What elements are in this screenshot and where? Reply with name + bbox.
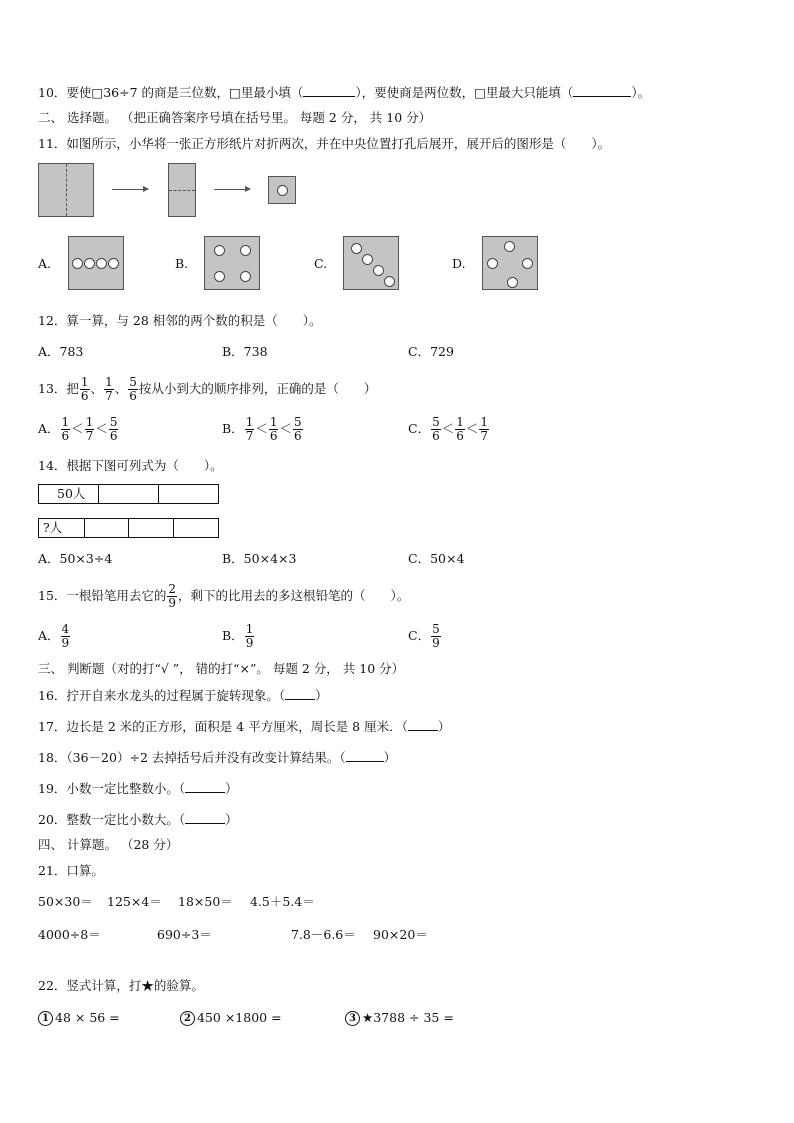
hole — [384, 276, 395, 287]
mental-calc-item[interactable]: 50×30＝ — [38, 894, 93, 909]
separator: 、 — [90, 381, 104, 396]
q10-text-c: ）。 — [631, 85, 651, 100]
hole — [351, 243, 362, 254]
question-17: 17．边长是 2 米的正方形，面积是 4 平方厘米，周长是 8 厘米．（ ） — [38, 719, 451, 734]
hole — [240, 245, 251, 256]
circled-number: 1 — [38, 1011, 53, 1026]
q15-option-c[interactable]: C． $\frac{5}{9}$ — [408, 622, 440, 650]
mental-calc-item[interactable]: 4.5＋5.4＝ — [250, 894, 315, 909]
hole — [504, 241, 515, 252]
answer-blank[interactable] — [303, 84, 355, 97]
question-13 — [38, 371, 376, 407]
option-c-label[interactable]: C. — [314, 256, 328, 271]
separator: 、 — [114, 381, 128, 396]
bar-diagram-bottom — [38, 518, 219, 538]
question-11-text: 11．如图所示，小华将一张正方形纸片对折两次，并在中央位置打孔后展开，展开后的图形是（ ）。 — [38, 136, 611, 151]
hole — [373, 265, 384, 276]
bar-label: ?人 — [39, 519, 85, 537]
answer-blank[interactable] — [408, 718, 438, 731]
hole — [214, 245, 225, 256]
hole — [487, 258, 498, 269]
q13-option-a[interactable]: A． $\frac{1}{6}$ ＜ $\frac{1}{7}$ ＜ $\frac{5}{6}$ — [38, 415, 118, 443]
paper-quarter — [268, 176, 296, 204]
answer-blank[interactable] — [285, 687, 315, 700]
q10-text-a: 10．要使□36÷7 的商是三位数，□里最小填（ — [38, 85, 304, 100]
option-b-figure[interactable] — [204, 236, 260, 290]
question-16: 16．拧开自来水龙头的过程属于旋转现象。（ ） — [38, 688, 328, 703]
q14-option-c[interactable]: C．50×4 — [408, 551, 465, 566]
hole — [96, 258, 107, 269]
circled-number: 3 — [345, 1011, 360, 1026]
q14-option-b[interactable]: B．50×4×3 — [222, 551, 297, 566]
paper-half — [168, 163, 196, 217]
option-b-label[interactable]: B. — [175, 256, 189, 271]
vertical-calc-item[interactable]: 2 450 ×1800 = — [180, 1010, 282, 1026]
bar-label: 50人 — [39, 485, 99, 503]
bar-diagram-top — [38, 484, 219, 504]
vertical-calc-item[interactable]: 1 48 × 56 = — [38, 1010, 120, 1026]
fold-line — [169, 190, 195, 191]
answer-blank[interactable] — [185, 780, 225, 793]
question-10 — [38, 84, 650, 101]
mental-calc-item[interactable]: 90×20＝ — [373, 927, 428, 942]
bar-cell — [99, 485, 158, 503]
fraction: $\frac{1}{6}$ — [80, 375, 89, 403]
arrow-right-icon — [214, 189, 250, 190]
section-4-title: 四、 计算题。 （28 分） — [38, 837, 179, 852]
hole — [214, 271, 225, 282]
mental-calc-item[interactable]: 4000÷8＝ — [38, 927, 101, 942]
question-21-text: 21．口算。 — [38, 863, 104, 878]
fraction: $\frac{5}{6}$ — [129, 375, 137, 403]
mental-calc-item[interactable]: 7.8－6.6＝ — [291, 927, 356, 942]
fold-line — [66, 164, 67, 216]
q12-option-c[interactable]: C．729 — [408, 344, 454, 359]
question-18: 18．（36－20）÷2 去掉括号后并没有改变计算结果。（ ） — [38, 750, 397, 765]
circled-number: 2 — [180, 1011, 195, 1026]
paper-square — [38, 163, 94, 217]
answer-blank[interactable] — [346, 749, 384, 762]
hole — [507, 277, 518, 288]
q15-option-a[interactable]: A． $\frac{4}{9}$ — [38, 622, 70, 650]
hole — [362, 254, 373, 265]
hole — [72, 258, 83, 269]
q12-option-a[interactable]: A．783 — [38, 344, 84, 359]
arrow-right-icon — [112, 189, 148, 190]
question-14-text: 14．根据下图可列式为（ ）。 — [38, 458, 223, 473]
option-a-figure[interactable] — [68, 236, 124, 290]
answer-blank[interactable] — [573, 84, 631, 97]
hole — [84, 258, 95, 269]
q13-tail: 按从小到大的顺序排列，正确的是（ ） — [138, 381, 377, 396]
bar-cell — [129, 519, 174, 537]
q15-option-b[interactable]: B． $\frac{1}{9}$ — [222, 622, 254, 650]
question-19: 19．小数一定比整数小。（ ） — [38, 781, 238, 796]
mental-calc-item[interactable]: 18×50＝ — [178, 894, 233, 909]
question-22-text: 22．竖式计算，打★的验算。 — [38, 978, 204, 993]
question-15: 15．一根铅笔用去它的 $\frac{2}{9}$ ，剩下的比用去的多这根铅笔的（ ）。 — [38, 582, 410, 610]
section-3-title: 三、 判断题（对的打“√ ”， 错的打“×”。 每题 2 分， 共 10 分） — [38, 661, 405, 676]
answer-blank[interactable] — [185, 811, 225, 824]
bar-cell — [174, 519, 219, 537]
option-d-label[interactable]: D. — [452, 256, 466, 271]
vertical-calc-item[interactable]: 3 ★3788 ÷ 35 = — [345, 1010, 454, 1026]
option-d-figure[interactable] — [482, 236, 538, 290]
bar-cell — [159, 485, 218, 503]
section-2-title: 二、 选择题。 （把正确答案序号填在括号里。 每题 2 分， 共 10 分） — [38, 110, 432, 125]
q12-option-b[interactable]: B．738 — [222, 344, 268, 359]
question-20: 20．整数一定比小数大。（ ） — [38, 812, 238, 827]
fraction: $\frac{1}{7}$ — [105, 375, 113, 403]
q13-option-b[interactable]: B． $\frac{1}{7}$ ＜ $\frac{1}{6}$ ＜ $\frac{5}{6}$ — [222, 415, 302, 443]
question-12-text: 12．算一算，与 28 相邻的两个数的积是（ ）。 — [38, 313, 322, 328]
hole — [522, 258, 533, 269]
q14-option-a[interactable]: A．50×3÷4 — [38, 551, 113, 566]
q13-lead: 13．把 — [38, 381, 79, 396]
hole — [277, 185, 288, 196]
option-c-figure[interactable] — [343, 236, 399, 290]
q13-option-c[interactable]: C． $\frac{5}{6}$ ＜ $\frac{1}{6}$ ＜ $\frac{1}{7}$ — [408, 415, 489, 443]
hole — [240, 271, 251, 282]
hole — [108, 258, 119, 269]
mental-calc-item[interactable]: 690÷3＝ — [157, 927, 212, 942]
q10-text-b: ），要使商是两位数，□里最大只能填（ — [355, 85, 574, 100]
bar-cell — [85, 519, 130, 537]
mental-calc-item[interactable]: 125×4＝ — [107, 894, 162, 909]
option-a-label[interactable]: A. — [38, 256, 52, 271]
